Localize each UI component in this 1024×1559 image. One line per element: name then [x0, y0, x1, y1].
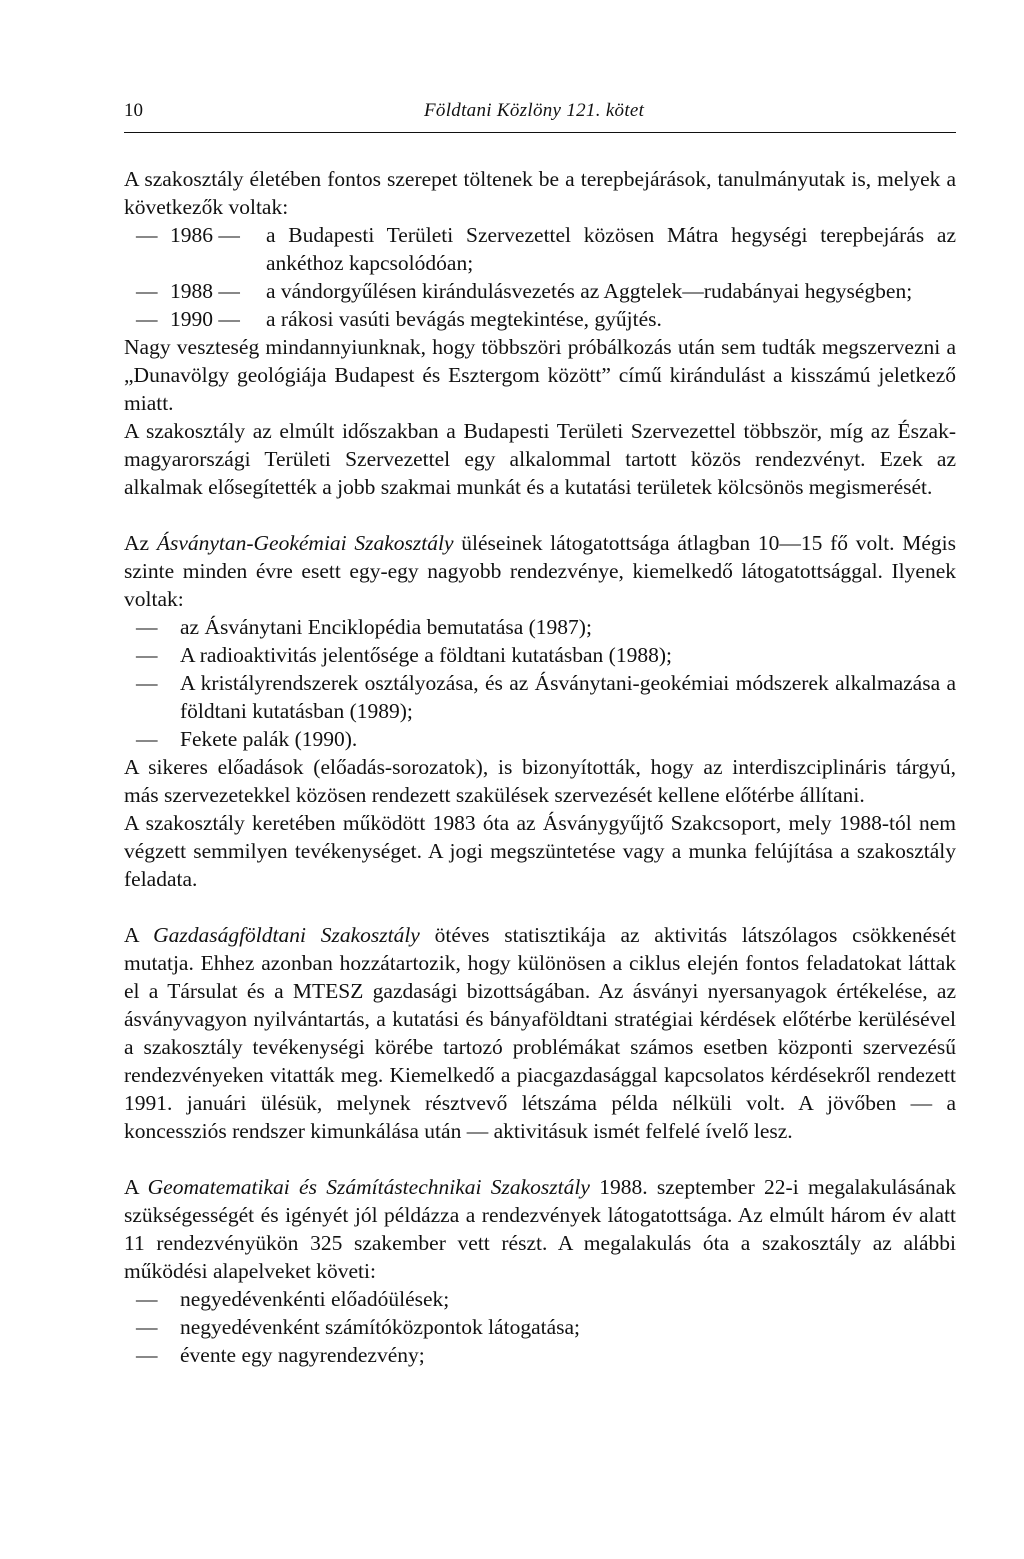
page-number: 10 — [124, 100, 143, 121]
text-rest: 1988. szeptember 22-i megalakulásának szükségességét és igényét jól példázza a rendezvények látogatottsága. Az elmúlt három év alatt 11 rendezvényükön 325 szakember vett részt. A megalakulás óta a szakosztály az alábbi működési alapelveket követi: — [124, 1175, 957, 1283]
list-year: 1986 — — [170, 223, 240, 247]
section-mineralogy — [124, 529, 956, 893]
journal-title: Földtani Közlöny 121. kötet — [424, 100, 645, 121]
list-text: a vándorgyűlésen kirándulásvezetés az Aggtelek—rudabányai hegységben; — [266, 279, 913, 303]
list-item — [124, 669, 956, 725]
paragraph: A szakosztály az elmúlt időszakban a Budapesti Területi Szervezettel többször, míg az Észak-magyarországi Területi Szervezettel egy alkalommal tartott közös rendezvényt. Ezek az alkalmak elősegítették a jobb szakmai munkát és a kutatási területek kölcsönös megismerését. — [124, 419, 956, 499]
list-item — [124, 221, 956, 277]
list-text: negyedévenkénti előadóülések; — [180, 1287, 450, 1311]
list-year: 1988 — — [170, 279, 240, 303]
list-item — [124, 641, 956, 669]
paragraph — [124, 529, 956, 613]
list-dash: — — [136, 727, 158, 751]
list-dash: — — [136, 1315, 158, 1339]
section-geomathematics — [124, 1173, 956, 1369]
paragraph — [124, 1173, 956, 1285]
list-text: A kristályrendszerek osztályozása, és az Ásványtani-geokémiai módszerek alkalmazása a földtani kutatásban (1989); — [180, 671, 956, 723]
list-text: az Ásványtani Enciklopédia bemutatása (1987); — [180, 615, 592, 639]
list-dash: — — [136, 223, 158, 247]
list-text: negyedévenként számítóközpontok látogatása; — [180, 1315, 581, 1339]
list-dash: — — [136, 615, 158, 639]
section-field-trips — [124, 165, 956, 501]
list-dash: — — [136, 279, 158, 303]
list-text: évente egy nagyrendezvény; — [180, 1343, 425, 1367]
list-dash: — — [136, 1287, 158, 1311]
list-dash: — — [136, 643, 158, 667]
list-year: 1990 — — [170, 307, 240, 331]
section-name: Gazdaságföldtani Szakosztály — [153, 923, 420, 947]
list-item — [124, 277, 956, 305]
paragraph: Nagy veszteség mindannyiunknak, hogy többszöri próbálkozás után sem tudták megszervezni a „Dunavölgy geológiája Budapest és Esztergom között” című kirándulást a kisszámú jeletkező miatt. — [124, 335, 956, 415]
paragraph: A szakosztály keretében működött 1983 óta az Ásványgyűjtő Szakcsoport, mely 1988-tól nem végzett semmilyen tevékenységet. A jogi megszüntetése vagy a munka felújítása a szakosztály feladata. — [124, 811, 956, 891]
list-item — [124, 1285, 956, 1313]
section-economic-geology — [124, 921, 956, 1145]
list-item — [124, 1313, 956, 1341]
paragraph: A sikeres előadások (előadás-sorozatok), is bizonyították, hogy az interdiszciplináris tárgyú, más szervezetekkel közösen rendezett szakülések szervezését kellene előtérbe állítani. — [124, 755, 956, 807]
list-text: Fekete palák (1990). — [180, 727, 358, 751]
section-name: Geomatematikai és Számítástechnikai Szakosztály — [147, 1175, 590, 1199]
document-body — [124, 165, 956, 1397]
text-prefix: Az — [124, 531, 150, 555]
list-dash: — — [136, 671, 158, 695]
paragraph: A szakosztály életében fontos szerepet töltenek be a terepbejárások, tanulmányutak is, melyek a következők voltak: — [124, 167, 956, 219]
text-prefix: A — [124, 923, 139, 947]
text-rest: ötéves statisztikája az aktivitás látszólagos csökkenését mutatja. Ehhez azonban hozzátartozik, hogy különösen a ciklus elején fontos feladatokat láttak el a Társulat és a MTESZ gazdasági bizottságában. Az ásványi nyersanyagok értékelése, az ásványvagyon nyilvántartás, a kutatási és bányaföldtani stratégiai kérdések előtérbe kerülésével a szakosztály tevékenységi körébe tartozó problémákat számos esetben központi szervezésű rendezvényeken vitatták meg. Kiemelkedő a piacgazdasággal kapcsolatos kérdésekről rendezett 1991. januári ülésük, melynek résztvevő létszáma példa nélküli volt. A jövőben — a koncessziós rendszer kimunkálása után — aktivitásuk ismét felfelé ívelő lesz. — [124, 923, 957, 1143]
paragraph — [124, 921, 956, 1145]
list-text: a Budapesti Területi Szervezettel közösen Mátra hegységi terepbejárás az ankéthoz kapcsolódóan; — [266, 223, 956, 275]
list-dash: — — [136, 307, 158, 331]
list-item — [124, 725, 956, 753]
section-name: Ásványtan-Geokémiai Szakosztály — [156, 531, 454, 555]
list-text: A radioaktivitás jelentősége a földtani kutatásban (1988); — [180, 643, 672, 667]
page-header — [124, 92, 956, 133]
list-item — [124, 613, 956, 641]
list-item — [124, 1341, 956, 1369]
list-dash: — — [136, 1343, 158, 1367]
text-prefix: A — [124, 1175, 139, 1199]
list-text: a rákosi vasúti bevágás megtekintése, gyűjtés. — [266, 307, 662, 331]
text-rest: üléseinek látogatottsága átlagban 10—15 fő volt. Mégis szinte minden évre esett egy-egy nagyobb rendezvénye, kiemelkedő látogatottsággal. Ilyenek voltak: — [124, 531, 957, 611]
list-item — [124, 305, 956, 333]
